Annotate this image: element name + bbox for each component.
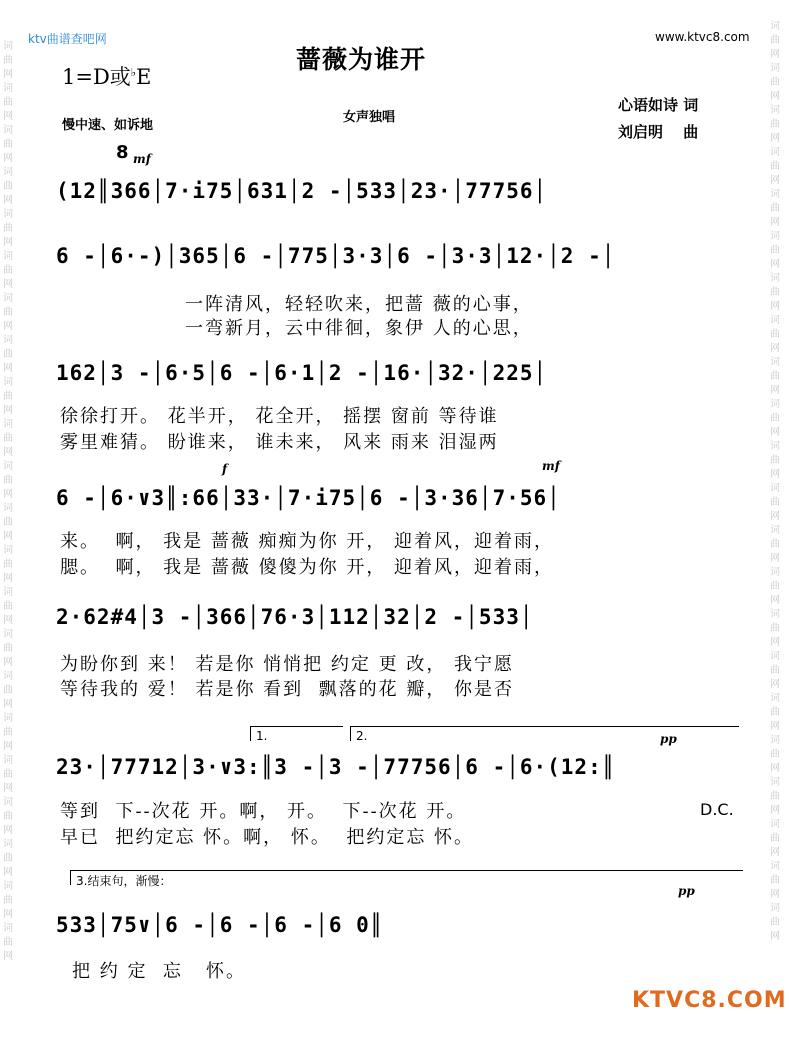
lyric-row-2-verse-2: 一弯新月，云中徘徊，象伊 人的心思，: [185, 318, 533, 339]
dynamic-mf-1: mf: [133, 152, 151, 166]
dynamic-pp-2: pp: [678, 884, 695, 898]
ending-2-label: 2.: [356, 729, 368, 743]
key-flat-sign: ♭: [130, 66, 136, 79]
site-name-left[interactable]: ktv曲谱查吧网: [28, 32, 107, 46]
lyric-row-5-verse-2: 等待我的 爱！ 若是你 看到 飘落的花 瓣， 你是否: [60, 679, 515, 700]
key-signature: [62, 61, 151, 91]
score-row-4: [56, 478, 748, 518]
ending-3-label: 3.结束句，渐慢：: [76, 874, 172, 888]
notes-row-4: 6 -│6·∨3║:66│33·│7·i75│6 -│3·36│7·56│: [56, 486, 561, 510]
lyric-row-4-verse-2: 腮。 啊， 我是 蔷薇 傻傻为你 开， 迎着风，迎着雨，: [60, 557, 555, 578]
tempo-marking: 慢中速、如诉地: [62, 118, 154, 133]
song-title: 蔷薇为谁开: [296, 45, 427, 74]
key-main: 1=D或: [62, 65, 131, 89]
lyric-row-3-verse-1: 徐徐打开。 花半开， 花全开， 摇摆 窗前 等待谁: [60, 406, 499, 427]
lyric-row-4-verse-1: 来。 啊， 我是 蔷薇 痴痴为你 开， 迎着风，迎着雨，: [60, 531, 555, 552]
ending-1-label: 1.: [256, 729, 268, 743]
dynamic-pp-1: pp: [660, 732, 677, 746]
score-row-1: [56, 171, 748, 211]
side-watermark-right: 词曲网词曲网词曲网词曲网词曲网词曲网词曲网词曲网词曲网词曲网词曲网词曲网词曲网词曲网词曲网词曲网词曲网词曲网词曲网词曲网词曲网词曲网: [770, 21, 780, 942]
site-logo[interactable]: KTVC8.COM: [632, 988, 787, 1013]
voice-type: 女声独唱: [343, 110, 396, 125]
lyricist-credit: 心语如诗 词: [618, 96, 699, 114]
dynamic-f: f: [222, 462, 228, 476]
lyric-row-7: 把 约 定 忘 怀。: [72, 961, 247, 982]
lyric-row-2-verse-1: 一阵清风，轻轻吹来，把蔷 薇的心事，: [185, 294, 533, 315]
lyric-row-5-verse-1: 为盼你到 来！ 若是你 悄悄把 约定 更 改， 我宁愿: [60, 654, 515, 675]
notes-row-7: 533│75∨│6 -│6 -│6 -│6 0║: [56, 913, 384, 937]
notes-row-1: (12║366│7·i75│631│2 -│533│23·│77756│: [56, 179, 548, 203]
lyric-row-6-verse-1: 等到 下--次花 开。啊， 开。 下--次花 开。: [60, 801, 467, 822]
dynamic-mf-2: mf: [542, 459, 560, 473]
site-url-right[interactable]: www.ktvc8.com: [655, 30, 750, 44]
key-alt: E: [136, 65, 152, 89]
notes-row-3: 162│3 -│6·5│6 -│6·1│2 -│16·│32·│225│: [56, 361, 548, 385]
lyric-row-6-verse-2: 早已 把约定忘 怀。啊， 怀。 把约定忘 怀。: [60, 827, 475, 848]
lyric-row-3-verse-2: 雾里难猜。 盼谁来， 谁未来， 风来 雨来 泪湿两: [60, 432, 499, 453]
score-row-2: [56, 236, 748, 276]
meter-number: 8: [116, 142, 129, 163]
score-row-6: [56, 747, 748, 787]
side-watermark-left: 词曲网词曲网词曲网词曲网词曲网词曲网词曲网词曲网词曲网词曲网词曲网词曲网词曲网词曲网词曲网词曲网词曲网词曲网词曲网词曲网词曲网词曲网: [3, 41, 13, 962]
score-row-7: [56, 905, 748, 945]
notes-row-2: 6 -│6·-)│365│6 -│775│3·3│6 -│3·3│12·│2 -│: [56, 244, 616, 268]
notes-row-5: 2·62#4│3 -│366│76·3│112│32│2 -│533│: [56, 605, 534, 629]
notes-row-6: 23·│77712│3·∨3:║3 -│3 -│77756│6 -│6·(12:║: [56, 755, 616, 779]
score-row-5: [56, 597, 748, 637]
da-capo-marking: D.C.: [700, 800, 734, 819]
composer-credit: 刘启明 曲: [618, 123, 699, 141]
score-row-3: [56, 353, 748, 393]
ending-2-bracket: [350, 726, 739, 741]
